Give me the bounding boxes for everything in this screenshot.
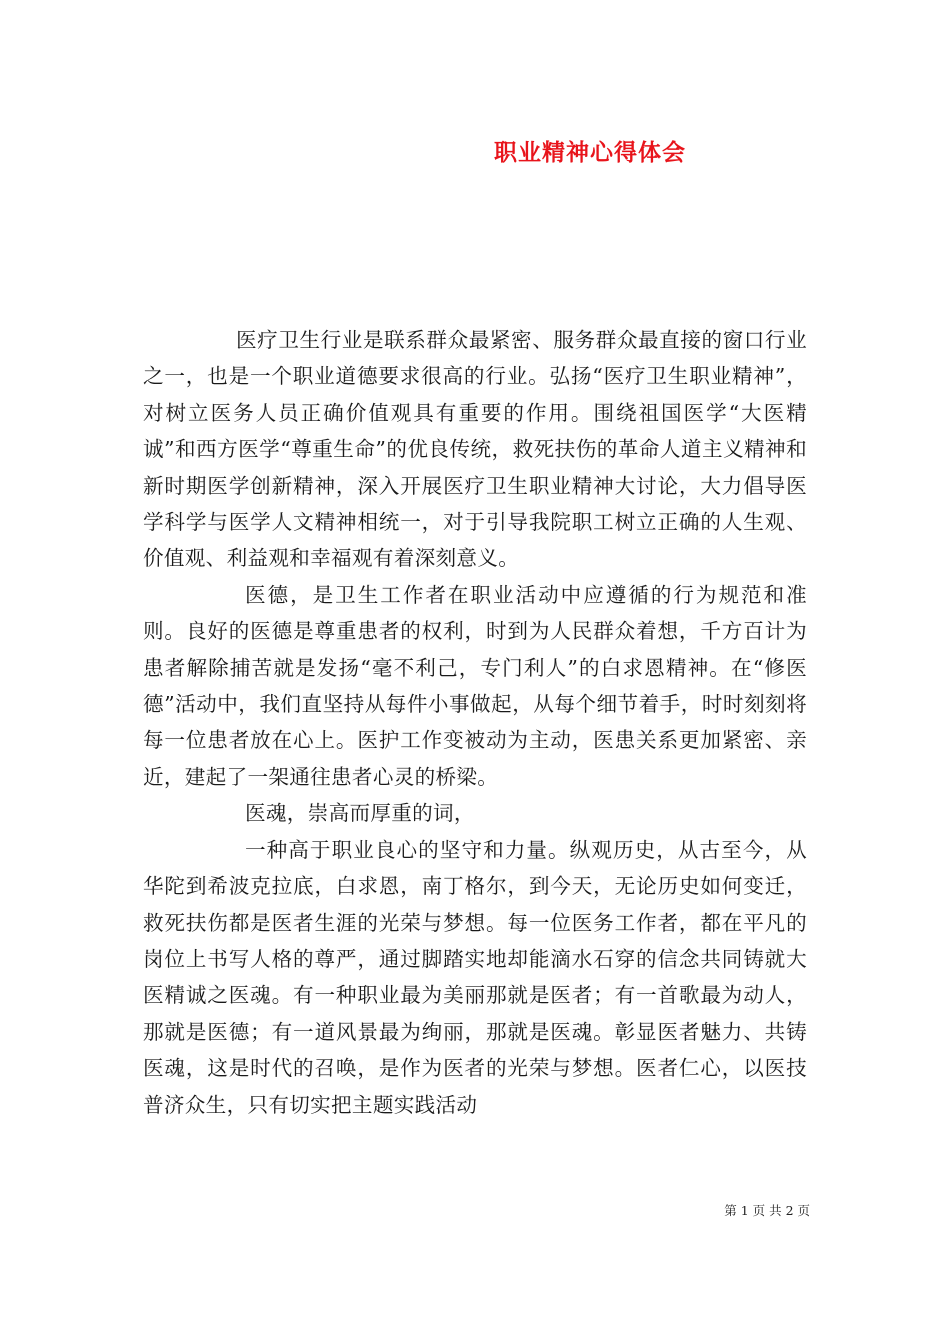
paragraph-3: 医魂，崇高而厚重的词， — [245, 801, 475, 826]
paragraph-2: 医德，是卫生工作者在职业活动中应遵循的行为规范和准则。良好的医德是尊重患者的权利，时到为人民群众着想，千方百计为患者解除捕苦就是发扬“毫不利己，专门利人”的白求恩精神。在“修医德”活动中，我们直坚持从每件小事做起，从每个细节着手，时时刻刻将每一位患者放在心上。医护工作变被动为主动，医患关系更加紧密、亲近，建起了一架通往患者心灵的桥梁。 — [143, 582, 807, 789]
document-title: 职业精神心得体会 — [494, 140, 686, 166]
page-number-footer: 第 1 页 共 2 页 — [724, 1203, 810, 1218]
document-body — [143, 322, 807, 1123]
paragraph-4: 一种高于职业良心的坚守和力量。纵观历史，从古至今，从华陀到希波克拉底，白求恩，南丁格尔，到今天，无论历史如何变迁，救死扶伤都是医者生涯的光荣与梦想。每一位医务工作者，都在平凡的岗位上书写人格的尊严，通过脚踏实地却能滴水石穿的信念共同铸就大医精诚之医魂。有一种职业最为美丽那就是医者；有一首歌最为动人，那就是医德；有一道风景最为绚丽，那就是医魂。彰显医者魅力、共铸医魂，这是时代的召唤，是作为医者的光荣与梦想。医者仁心，以医技普济众生，只有切实把主题实践活动 — [143, 837, 807, 1117]
paragraph-1: 医疗卫生行业是联系群众最紧密、服务群众最直接的窗口行业之一，也是一个职业道德要求很高的行业。弘扬“医疗卫生职业精神”，对树立医务人员正确价值观具有重要的作用。围绕祖国医学“大医精诚”和西方医学“尊重生命”的优良传统，救死扶伤的革命人道主义精神和新时期医学创新精神，深入开展医疗卫生职业精神大讨论，大力倡导医学科学与医学人文精神相统一，对于引导我院职工树立正确的人生观、价值观、利益观和幸福观有着深刻意义。 — [143, 328, 807, 571]
